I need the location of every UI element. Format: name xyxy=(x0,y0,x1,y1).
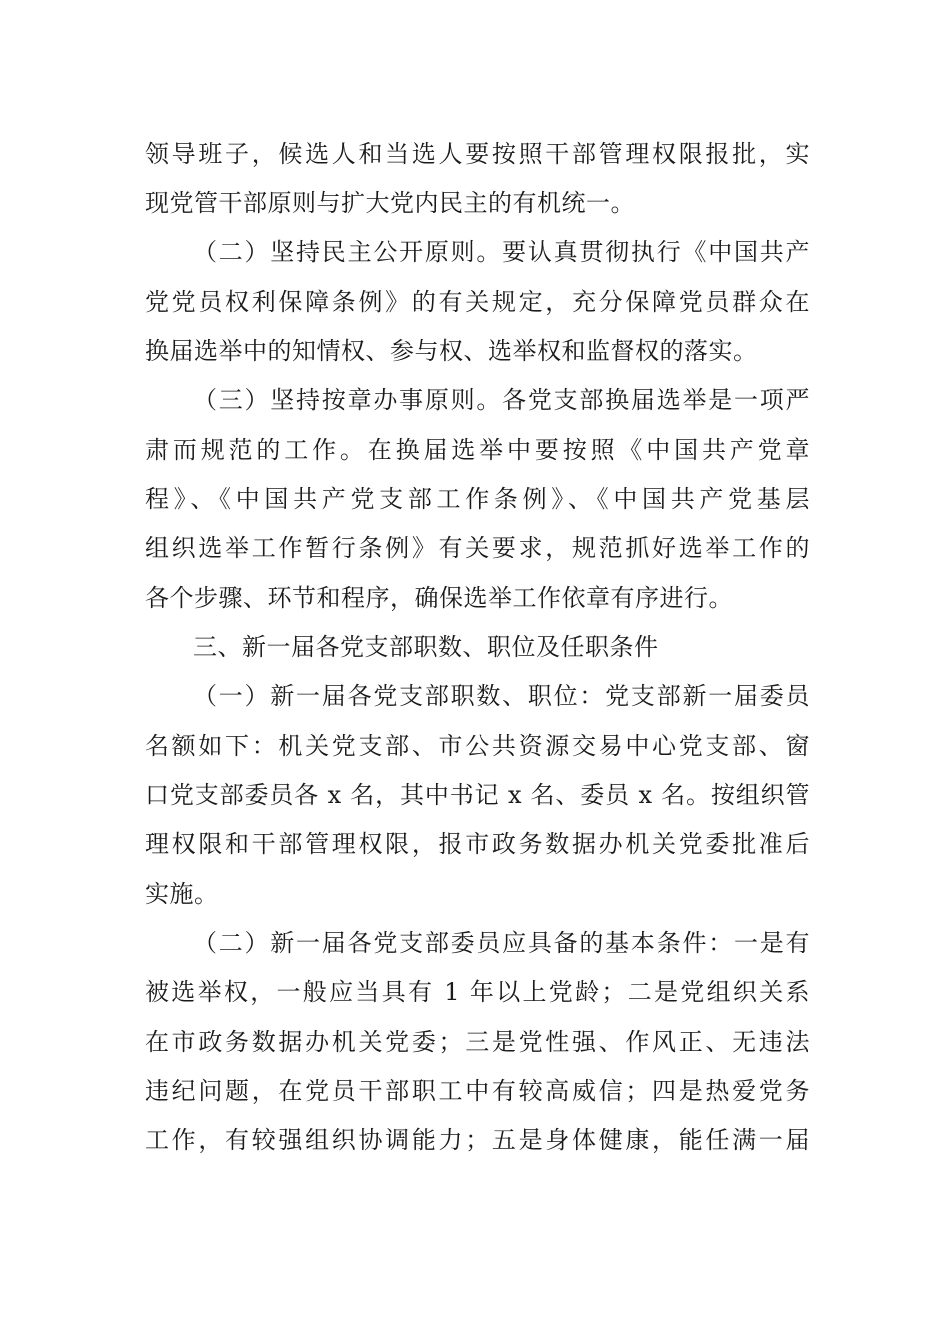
text-line: （二）坚持民主公开原则。要认真贯彻执行《中国共产 xyxy=(193,238,810,266)
text-line: 各个步骤、环节和程序，确保选举工作依章有序进行。 xyxy=(145,584,733,612)
text-line: 理权限和干部管理权限，报市政务数据办机关党委批准后 xyxy=(145,830,810,858)
text-line: 工作，有较强组织协调能力；五是身体健康，能任满一届 xyxy=(145,1126,810,1154)
text-line: （三）坚持按章办事原则。各党支部换届选举是一项严 xyxy=(193,386,810,414)
text-line: 肃而规范的工作。在换届选举中要按照《中国共产党章 xyxy=(145,436,810,464)
text-line: 在市政务数据办机关党委；三是党性强、作风正、无违法 xyxy=(145,1028,810,1056)
text-line: 被选举权，一般应当具有 1 年以上党龄；二是党组织关系 xyxy=(145,978,810,1006)
text-line: 实施。 xyxy=(145,880,219,908)
text-line: 程》、《中国共产党支部工作条例》、《中国共产党基层 xyxy=(145,485,810,513)
text-line: 党党员权利保障条例》的有关规定，充分保障党员群众在 xyxy=(145,288,810,316)
text-line: 现党管干部原则与扩大党内民主的有机统一。 xyxy=(145,189,635,217)
text-line: 名额如下：机关党支部、市公共资源交易中心党支部、窗 xyxy=(145,732,810,760)
text-line: 领导班子，候选人和当选人要按照干部管理权限报批，实 xyxy=(145,140,810,168)
text-line: 口党支部委员各 x 名，其中书记 x 名、委员 x 名。按组织管 xyxy=(145,781,810,809)
section-heading: 三、新一届各党支部职数、职位及任职条件 xyxy=(193,633,659,661)
text-line: 违纪问题，在党员干部职工中有较高威信；四是热爱党务 xyxy=(145,1077,810,1105)
text-line: 组织选举工作暂行条例》有关要求，规范抓好选举工作的 xyxy=(145,534,810,562)
text-line: （二）新一届各党支部委员应具备的基本条件：一是有 xyxy=(193,929,810,957)
text-line: 换届选举中的知情权、参与权、选举权和监督权的落实。 xyxy=(145,337,758,365)
text-line: （一）新一届各党支部职数、职位：党支部新一届委员 xyxy=(193,682,810,710)
